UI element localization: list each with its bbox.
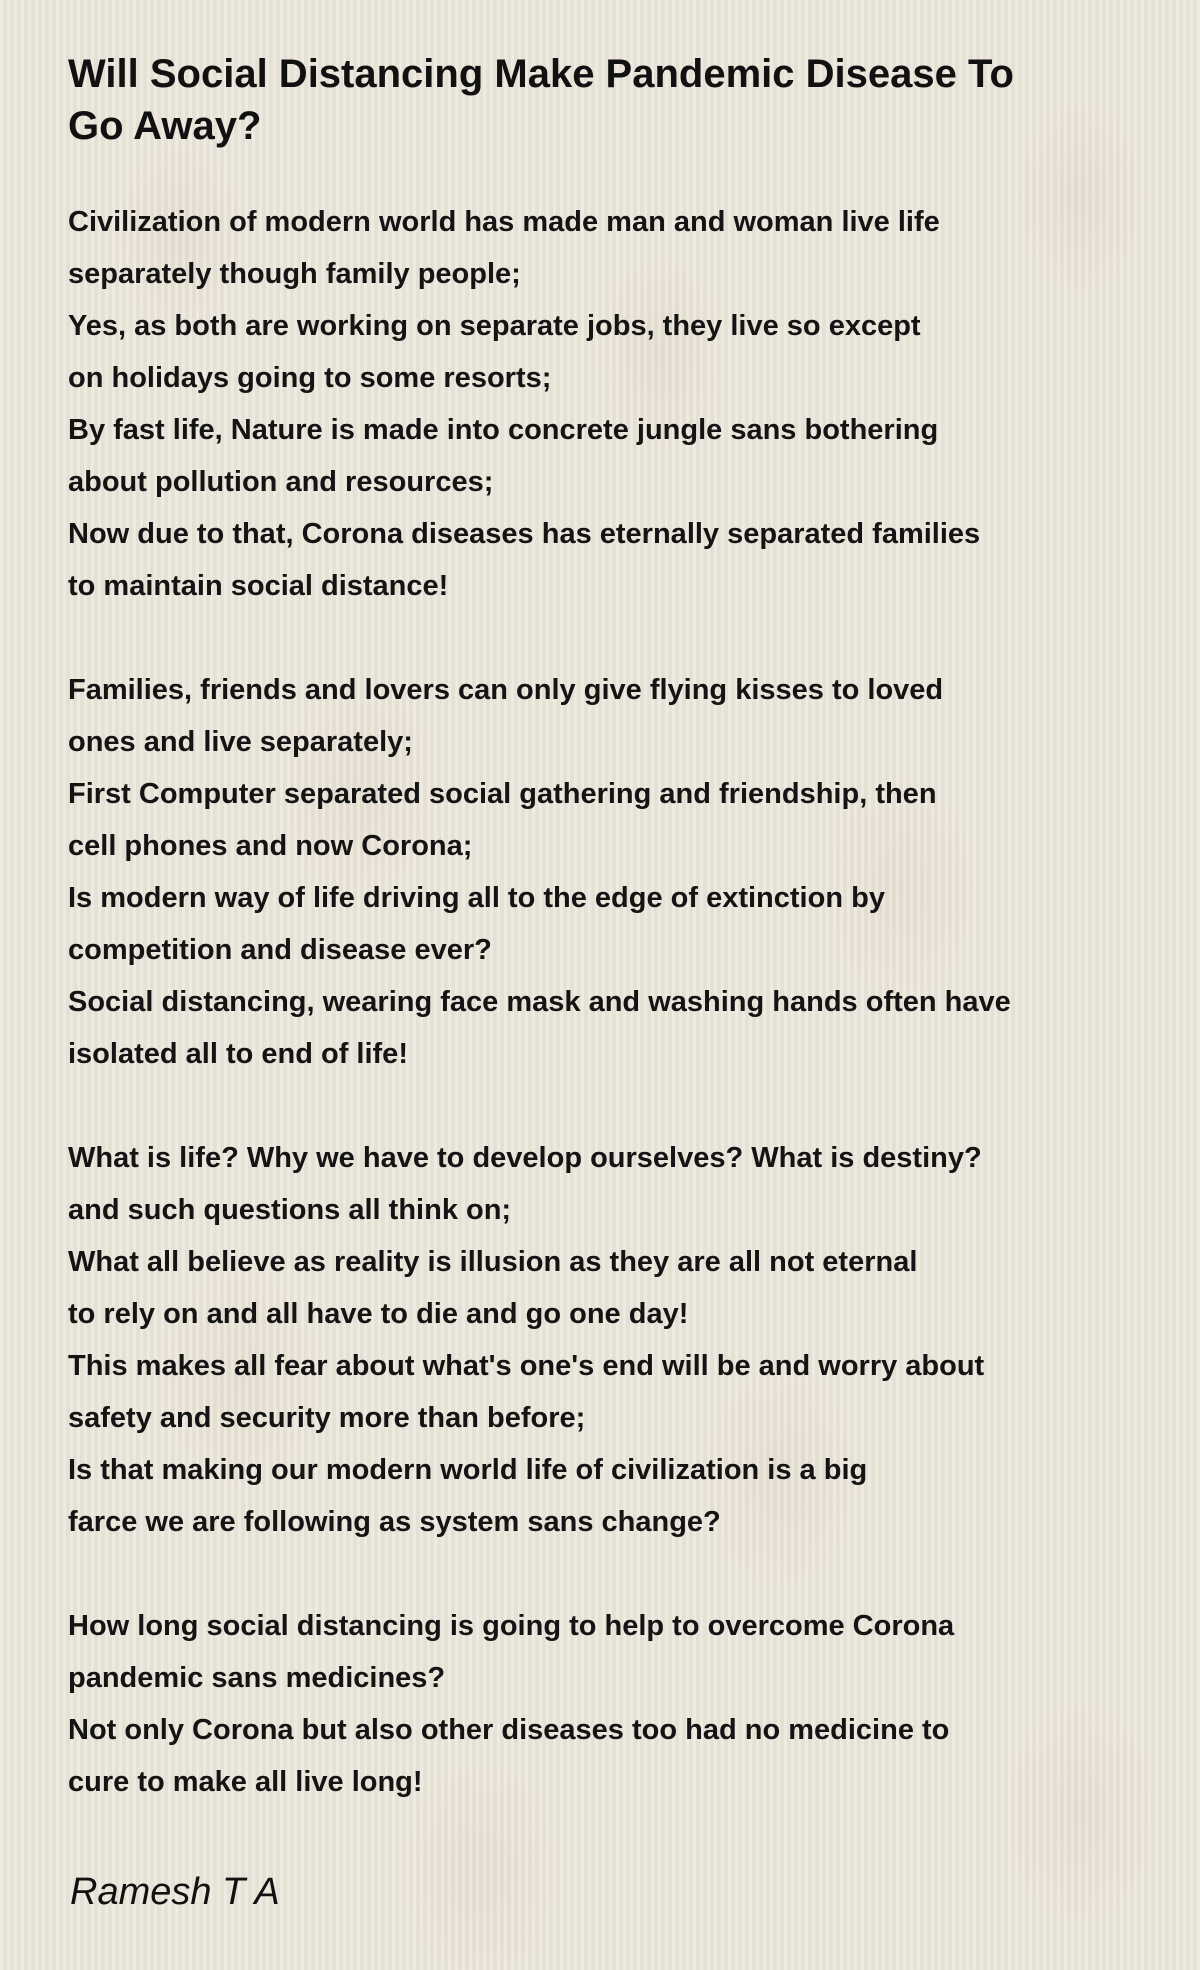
poem-line: separately though family people; [68, 258, 521, 290]
poem-line: on holidays going to some resorts; [68, 362, 552, 394]
poem-line: Yes, as both are working on separate jobs, they live so except [68, 310, 921, 342]
stanza-4 [68, 1600, 1148, 1808]
poem-container [68, 48, 1148, 1860]
stanza-2 [68, 664, 1148, 1080]
poem-title: Will Social Distancing Make Pandemic Disease To Go Away? [68, 52, 1014, 148]
poem-line: Not only Corona but also other diseases too had no medicine to [68, 1714, 950, 1746]
poem-line: Civilization of modern world has made man and woman live life [68, 206, 940, 238]
poem-line: Is that making our modern world life of civilization is a big [68, 1454, 868, 1486]
poem-author: Ramesh T A [70, 1871, 280, 1913]
poem-line: Now due to that, Corona diseases has eternally separated families [68, 518, 981, 550]
stanza-3 [68, 1132, 1148, 1548]
poem-line: Is modern way of life driving all to the edge of extinction by [68, 882, 885, 914]
poem-line: Social distancing, wearing face mask and washing hands often have [68, 986, 1011, 1018]
poem-line: Families, friends and lovers can only give flying kisses to loved [68, 674, 944, 706]
poem-line: cell phones and now Corona; [68, 830, 473, 862]
poem-line: What is life? Why we have to develop ourselves? What is destiny? [68, 1142, 982, 1174]
poem-line: isolated all to end of life! [68, 1038, 408, 1070]
poem-line: about pollution and resources; [68, 466, 494, 498]
poem-line: to rely on and all have to die and go one day! [68, 1298, 689, 1330]
poem-line: What all believe as reality is illusion as they are all not eternal [68, 1246, 918, 1278]
poem-line: and such questions all think on; [68, 1194, 512, 1226]
poem-line: First Computer separated social gathering and friendship, then [68, 778, 937, 810]
poem-line: farce we are following as system sans change? [68, 1506, 721, 1538]
poem-line: This makes all fear about what's one's end will be and worry about [68, 1350, 985, 1382]
poem-line: cure to make all live long! [68, 1766, 423, 1798]
stanza-1 [68, 196, 1148, 612]
poem-line: safety and security more than before; [68, 1402, 586, 1434]
poem-line: How long social distancing is going to help to overcome Corona [68, 1610, 955, 1642]
poem-line: competition and disease ever? [68, 934, 492, 966]
poem-line: pandemic sans medicines? [68, 1662, 446, 1694]
poem-line: to maintain social distance! [68, 570, 449, 602]
poem-line: By fast life, Nature is made into concrete jungle sans bothering [68, 414, 939, 446]
poem-body [68, 196, 1148, 1808]
poem-line: ones and live separately; [68, 726, 413, 758]
